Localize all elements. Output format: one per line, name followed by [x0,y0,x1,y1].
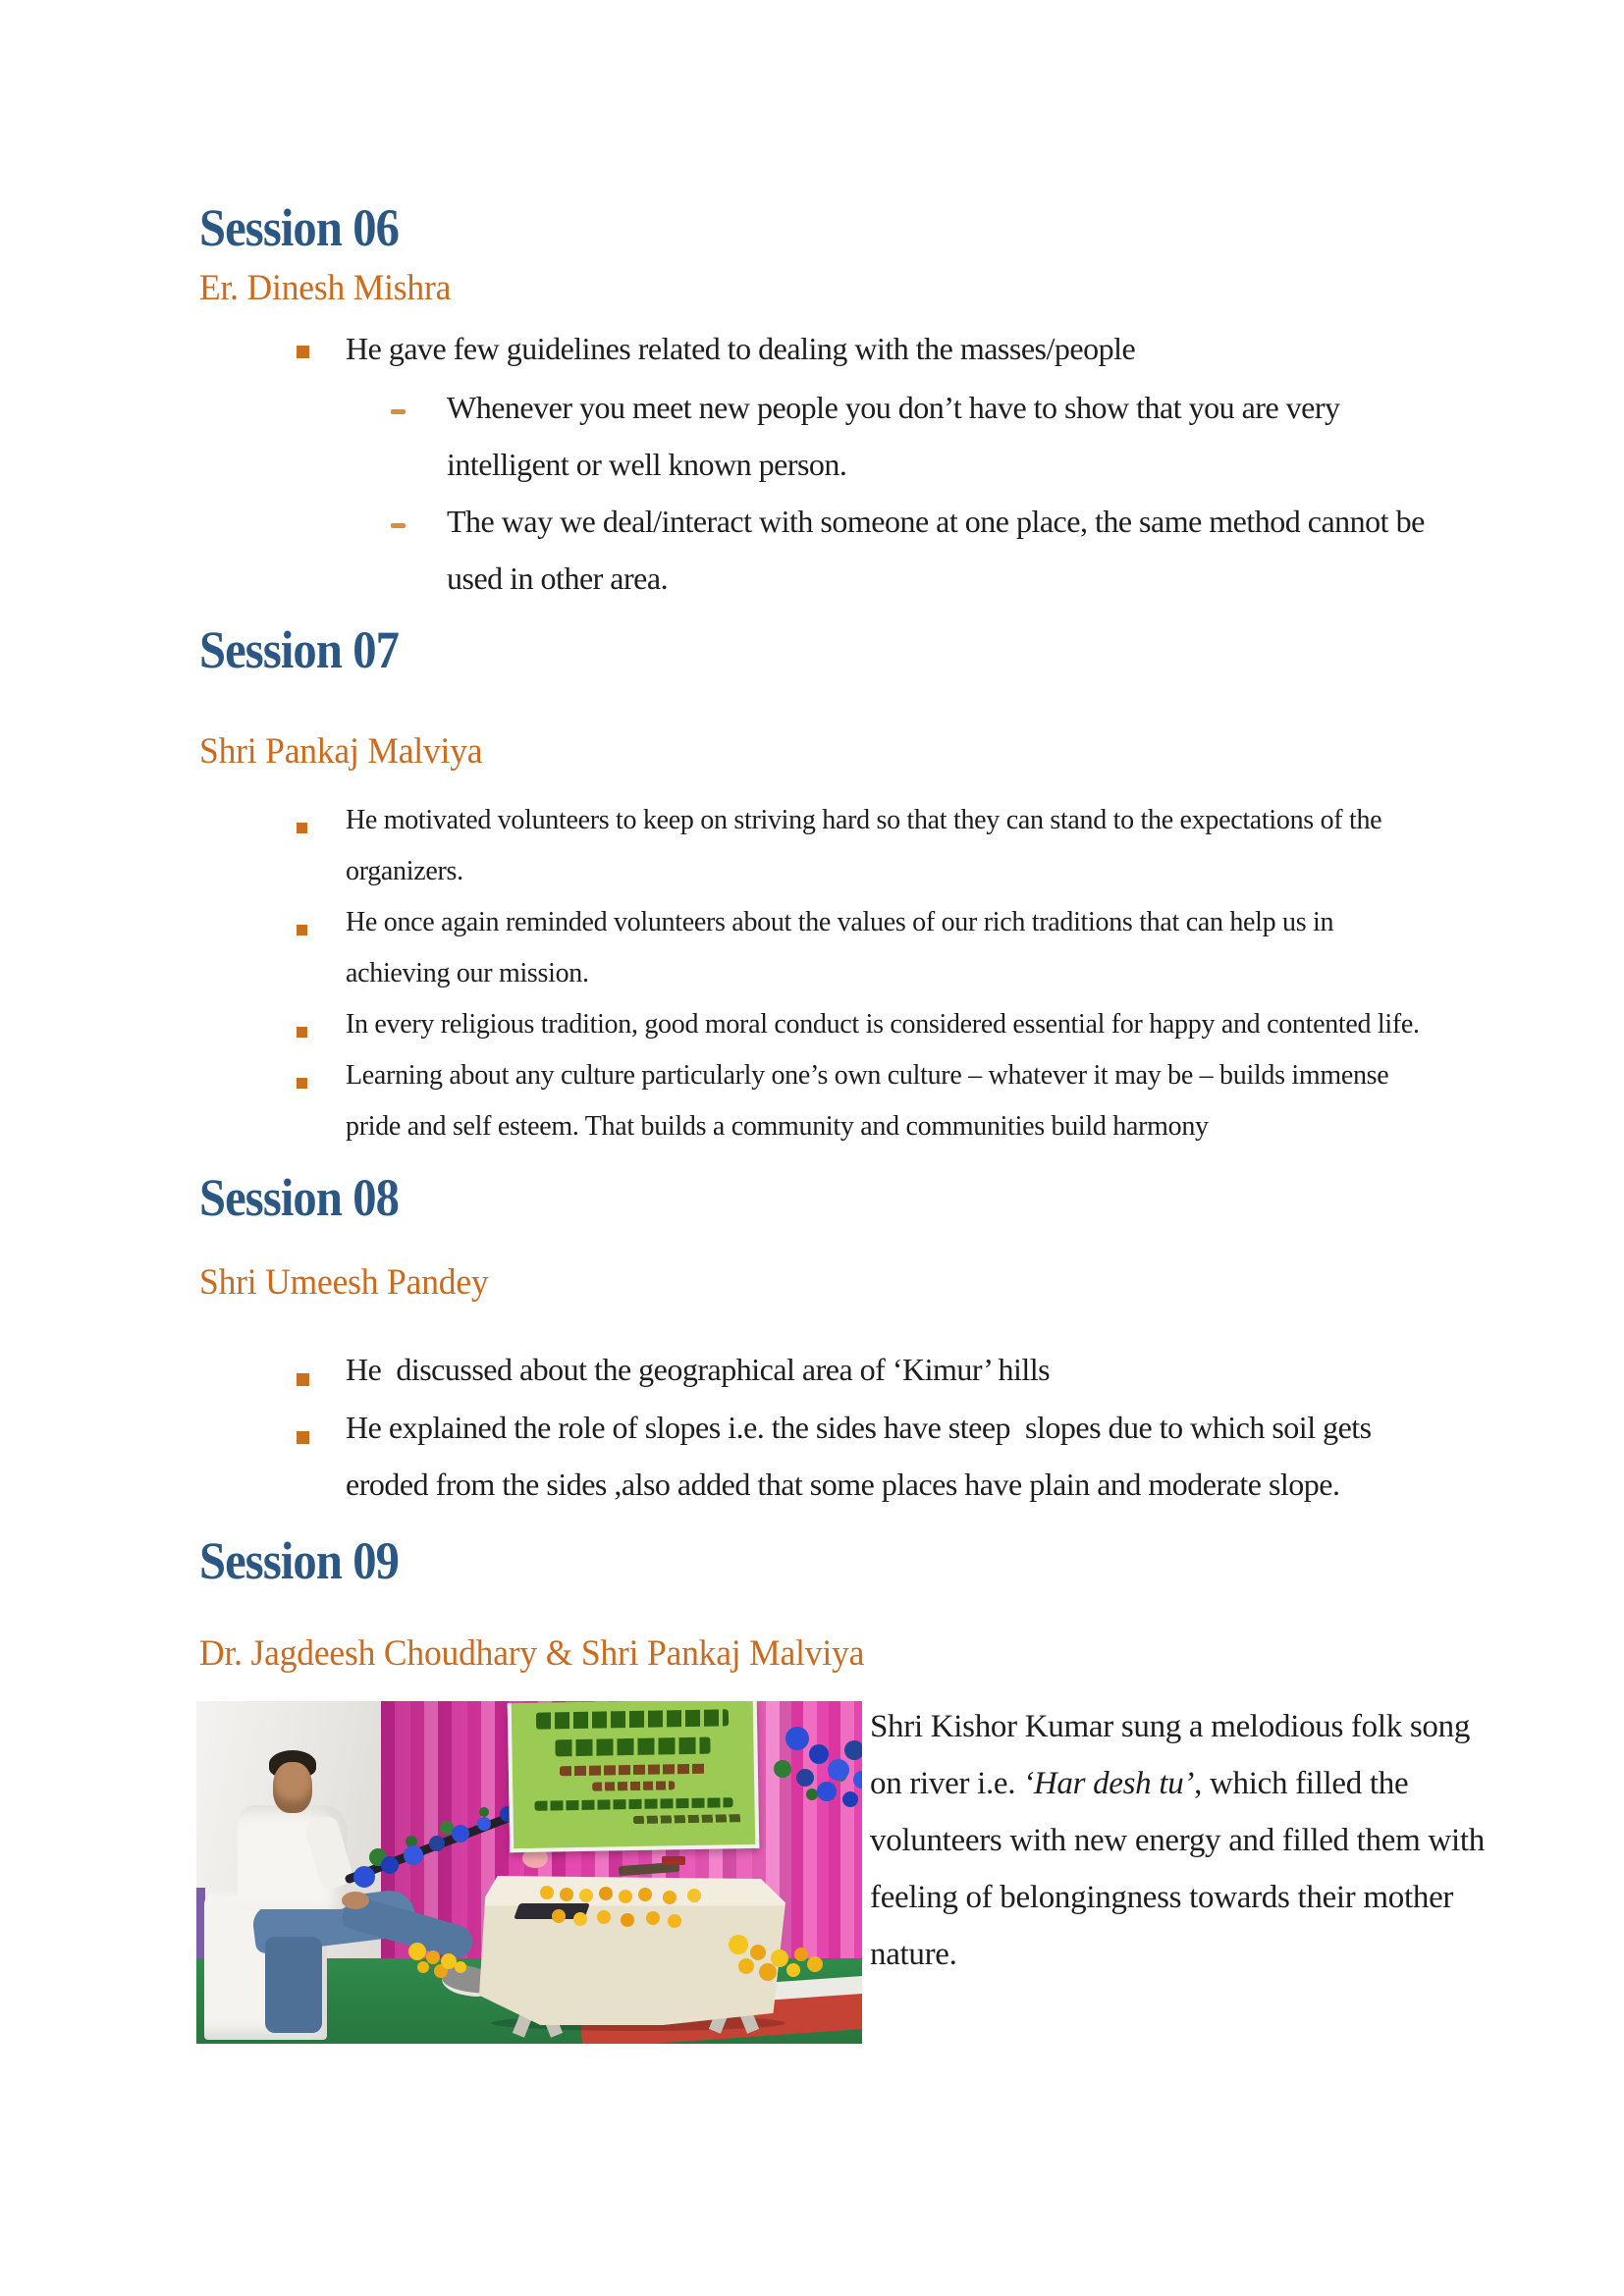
session-09-speaker: Dr. Jagdeesh Choudhary & Shri Pankaj Malviya [199,1633,865,1674]
paragraph-line: nature. [870,1937,957,1972]
bullet-line: He discussed about the geographical area of ‘Kimur’ hills [346,1352,1051,1387]
bullet-line: achieving our mission. [346,958,589,988]
marigold-flowers [552,1909,566,1923]
sub-bullet-line: used in other area. [447,561,669,596]
garland-leaves [369,1848,387,1866]
banner-text-line [534,1797,732,1811]
dash-bullet-icon [391,523,406,528]
sub-bullet-line: intelligent or well known person. [447,447,847,482]
yellow-flower-cluster [408,1943,426,1960]
blue-flower-garland [353,1866,375,1888]
square-bullet-icon [297,1373,309,1386]
square-bullet-icon [297,346,309,358]
session-07-speaker: Shri Pankaj Malviya [199,731,483,772]
table-item [662,1856,685,1865]
session-photo [196,1701,862,2044]
sub-bullet-line: Whenever you meet new people you don’t have to show that you are very [447,390,1340,425]
square-bullet-icon [297,925,307,935]
banner-text-line [633,1814,743,1824]
bullet-line: pride and self esteem. That builds a community and communities build harmony [346,1111,1209,1142]
banner-text-line [560,1764,707,1777]
paragraph-line: feeling of belongingness towards their mother [870,1880,1454,1915]
dash-bullet-icon [391,409,406,414]
event-banner [508,1701,760,1852]
square-bullet-icon [297,1027,307,1038]
speaker-person-leg [265,1937,322,2033]
paragraph-line: Shri Kishor Kumar sung a melodious folk song [870,1709,1471,1744]
bullet-line: He gave few guidelines related to dealing with the masses/people [346,331,1136,366]
bullet-line: In every religious tradition, good moral conduct is considered essential for happy and contented life. [346,1009,1420,1040]
bullet-line: Learning about any culture particularly one’s own culture – whatever it may be – builds immense [346,1060,1389,1091]
bullet-line: He explained the role of slopes i.e. the sides have steep slopes due to which soil gets [346,1410,1372,1445]
speaker-person-face [273,1762,312,1813]
paragraph-segment: , which filled the [1194,1766,1409,1801]
bullet-line: organizers. [346,856,463,886]
paragraph-line: volunteers with new energy and filled them with [870,1823,1485,1858]
paragraph-segment-italic: ‘Har desh tu’ [1023,1766,1195,1801]
bullet-line: He once again reminded volunteers about the values of our rich traditions that can help us in [346,907,1334,937]
garland-leaves [774,1760,791,1778]
square-bullet-icon [297,823,307,833]
square-bullet-icon [297,1431,309,1444]
session-08-title: Session 08 [199,1168,400,1227]
yellow-flower-cluster [729,1935,748,1954]
sub-bullet-line: The way we deal/interact with someone at one place, the same method cannot be [447,504,1425,539]
session-07-title: Session 07 [199,620,400,679]
marigold-flowers [540,1886,554,1899]
banner-text-line [555,1737,710,1757]
paragraph-segment: on river i.e. [870,1766,1024,1801]
session-06-speaker: Er. Dinesh Mishra [199,268,452,308]
paragraph-line [870,1765,1408,1804]
bullet-line: eroded from the sides ,also added that some places have plain and moderate slope. [346,1467,1340,1502]
blue-flower-cluster [785,1727,809,1750]
session-08-speaker: Shri Umeesh Pandey [199,1262,489,1303]
session-09-title: Session 09 [199,1531,400,1590]
banner-text-line [592,1781,675,1790]
session-06-title: Session 06 [199,198,400,257]
bullet-line: He motivated volunteers to keep on striving hard so that they can stand to the expectations of the [346,805,1382,835]
square-bullet-icon [297,1078,307,1089]
banner-text-line [536,1709,729,1729]
speaker-person-hand [342,1892,369,1909]
